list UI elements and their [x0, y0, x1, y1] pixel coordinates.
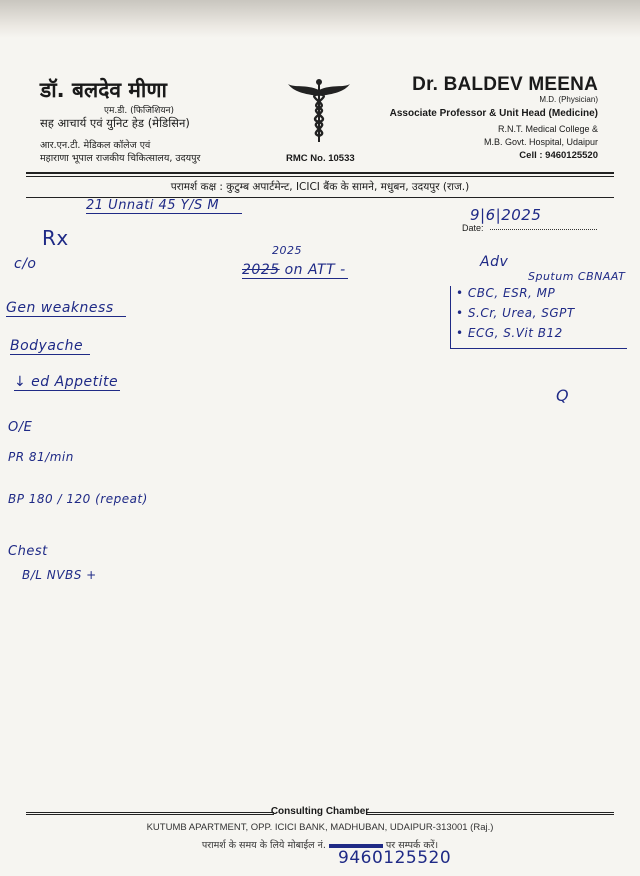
exam-chest: Chest [8, 544, 48, 559]
header-divider [26, 172, 614, 174]
prescription-date: 9|6|2025 [470, 206, 542, 224]
advice-1: • CBC, ESR, MP [456, 286, 556, 300]
exam-heading: O/E [8, 420, 33, 435]
date-label: Date: [462, 223, 484, 233]
footer-contact-hindi [0, 838, 640, 851]
footer-address: KUTUMB APARTMENT, OPP. ICICI BANK, MADHUBAN, UDAIPUR-313001 (Raj.) [146, 822, 494, 833]
college-english: R.N.T. Medical College & [497, 124, 598, 134]
rmc-number: RMC No. 10533 [286, 153, 355, 164]
advice-right-note: Sputum CBNAAT [528, 270, 626, 283]
complaints-label: c/o [14, 256, 37, 272]
consulting-room-address-hindi: परामर्श कक्ष : कुटुम्ब अपार्टमेन्ट, ICICI बैंक के सामने, मधुबन, उदयपुर (राज.) [170, 181, 470, 193]
patient-details: 21 Unnati 45 Y/S M [86, 198, 242, 214]
doctor-name-english: Dr. BALDEV MEENA [412, 74, 598, 95]
advice-2: • S.Cr, Urea, SGPT [456, 306, 575, 320]
redacted-number [329, 844, 383, 848]
footer-contact-pre: परामर्श के समय के लिये मोबाईल नं. [201, 840, 326, 851]
footer-phone-handwritten: 9460125520 [338, 848, 452, 868]
footer-title: Consulting Chamber [270, 806, 370, 817]
college-hindi: आर.एन.टी. मेडिकल कॉलेज एवं [40, 140, 151, 151]
title-english: Associate Professor & Unit Head (Medicine) [389, 108, 598, 119]
rx-symbol: Rx [42, 226, 69, 250]
footer-contact-post: पर सम्पर्क करें। [385, 840, 439, 851]
exam-pulse: PR 81/min [8, 450, 74, 464]
advice-3: • ECG, S.Vit B12 [456, 326, 563, 340]
symptom-2: Bodyache [10, 338, 90, 355]
advice-heading: Adv [480, 254, 509, 270]
history-year: 2025 [272, 244, 302, 257]
history-text: on ATT - [284, 262, 346, 278]
exam-chest-finding: B/L NVBS + [22, 568, 97, 582]
caduceus-logo-icon [286, 76, 352, 144]
date-line [490, 229, 597, 230]
doctor-name-hindi: डॉ. बलदेव मीणा [40, 78, 167, 102]
degree-english: M.D. (Physician) [539, 95, 598, 104]
margin-mark: Q [556, 386, 570, 405]
cell-number: Cell : 9460125520 [519, 150, 598, 161]
title-hindi: सह आचार्य एवं युनिट हेड (मेडिसिन) [40, 116, 190, 130]
history-note [242, 262, 348, 279]
symptom-3: ↓ ed Appetite [14, 374, 119, 390]
exam-bp: BP 180 / 120 (repeat) [8, 492, 148, 506]
hospital-english: M.B. Govt. Hospital, Udaipur [483, 137, 598, 147]
degree-hindi: एम.डी. (फिजिशियन) [104, 106, 175, 116]
header-divider-thin [26, 176, 614, 177]
symptom-1: Gen weakness [6, 300, 126, 317]
hospital-hindi: महाराणा भूपाल राजकीय चिकित्सालय, उदयपुर [40, 153, 201, 164]
history-year-struck: 2025 [242, 262, 280, 278]
